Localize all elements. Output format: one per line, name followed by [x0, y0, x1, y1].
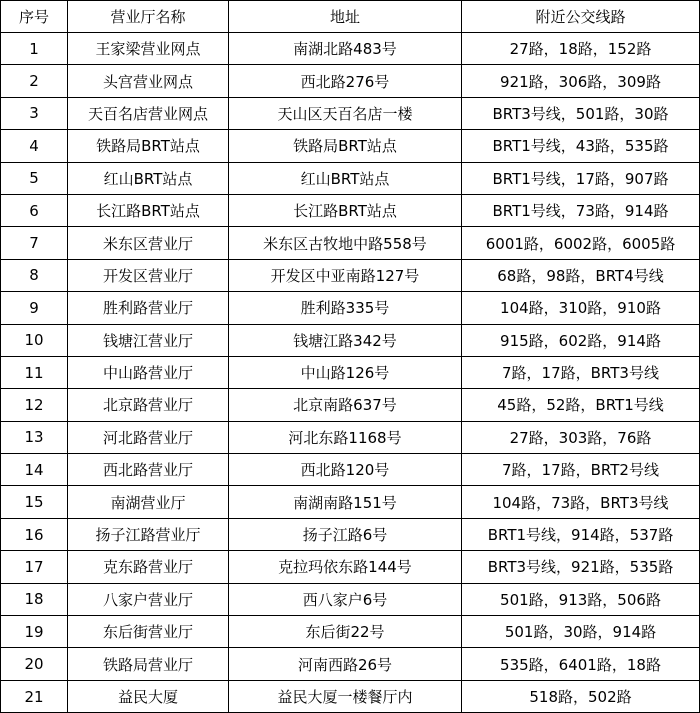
cell-hall-name: 八家户营业厅 — [68, 583, 229, 615]
cell-index: 18 — [1, 583, 68, 615]
cell-bus-lines: BRT1号线，73路，914路 — [462, 194, 700, 226]
cell-index: 6 — [1, 194, 68, 226]
cell-index: 1 — [1, 33, 68, 65]
cell-index: 7 — [1, 227, 68, 259]
cell-bus-lines: 921路，306路，309路 — [462, 65, 700, 97]
table-row — [1, 227, 700, 259]
cell-bus-lines: BRT1号线，914路，537路 — [462, 518, 700, 550]
table-row — [1, 680, 700, 712]
table-row — [1, 518, 700, 550]
cell-bus-lines: 501路，913路，506路 — [462, 583, 700, 615]
cell-index: 13 — [1, 421, 68, 453]
cell-index: 20 — [1, 648, 68, 680]
cell-address: 中山路126号 — [229, 356, 462, 388]
cell-hall-name: 头宫营业网点 — [68, 65, 229, 97]
cell-bus-lines: BRT3号线，501路，30路 — [462, 97, 700, 129]
cell-bus-lines: 6001路，6002路，6005路 — [462, 227, 700, 259]
cell-address: 扬子江路6号 — [229, 518, 462, 550]
cell-bus-lines: 535路，6401路，18路 — [462, 648, 700, 680]
cell-address: 钱塘江路342号 — [229, 324, 462, 356]
cell-index: 12 — [1, 389, 68, 421]
cell-bus-lines: 915路，602路，914路 — [462, 324, 700, 356]
table-row — [1, 551, 700, 583]
table-row — [1, 97, 700, 129]
cell-index: 3 — [1, 97, 68, 129]
cell-bus-lines: 68路，98路，BRT4号线 — [462, 259, 700, 291]
cell-hall-name: 米东区营业厅 — [68, 227, 229, 259]
cell-address: 西北路120号 — [229, 454, 462, 486]
cell-bus-lines: BRT3号线，921路，535路 — [462, 551, 700, 583]
cell-hall-name: 红山BRT站点 — [68, 162, 229, 194]
cell-address: 开发区中亚南路127号 — [229, 259, 462, 291]
cell-address: 南湖南路151号 — [229, 486, 462, 518]
header-bus-lines: 附近公交线路 — [462, 1, 700, 33]
cell-index: 10 — [1, 324, 68, 356]
cell-hall-name: 中山路营业厅 — [68, 356, 229, 388]
header-index: 序号 — [1, 1, 68, 33]
cell-address: 西北路276号 — [229, 65, 462, 97]
table-row — [1, 389, 700, 421]
cell-index: 14 — [1, 454, 68, 486]
cell-address: 克拉玛依东路144号 — [229, 551, 462, 583]
cell-index: 11 — [1, 356, 68, 388]
cell-hall-name: 长江路BRT站点 — [68, 194, 229, 226]
cell-index: 21 — [1, 680, 68, 712]
cell-hall-name: 西北路营业厅 — [68, 454, 229, 486]
cell-index: 15 — [1, 486, 68, 518]
cell-address: 河北东路1168号 — [229, 421, 462, 453]
cell-address: 益民大厦一楼餐厅内 — [229, 680, 462, 712]
table-row — [1, 486, 700, 518]
table-row — [1, 130, 700, 162]
table-row — [1, 583, 700, 615]
cell-address: 胜利路335号 — [229, 292, 462, 324]
cell-bus-lines: 27路，303路，76路 — [462, 421, 700, 453]
cell-hall-name: 东后街营业厅 — [68, 616, 229, 648]
cell-hall-name: 钱塘江营业厅 — [68, 324, 229, 356]
cell-address: 东后街22号 — [229, 616, 462, 648]
cell-address: 西八家户6号 — [229, 583, 462, 615]
cell-address: 铁路局BRT站点 — [229, 130, 462, 162]
cell-hall-name: 北京路营业厅 — [68, 389, 229, 421]
cell-hall-name: 河北路营业厅 — [68, 421, 229, 453]
cell-hall-name: 胜利路营业厅 — [68, 292, 229, 324]
table-body — [1, 33, 700, 713]
cell-index: 4 — [1, 130, 68, 162]
cell-hall-name: 南湖营业厅 — [68, 486, 229, 518]
cell-index: 5 — [1, 162, 68, 194]
cell-address: 南湖北路483号 — [229, 33, 462, 65]
cell-address: 北京南路637号 — [229, 389, 462, 421]
table-row — [1, 421, 700, 453]
table-row — [1, 454, 700, 486]
cell-address: 长江路BRT站点 — [229, 194, 462, 226]
cell-index: 8 — [1, 259, 68, 291]
table-row — [1, 648, 700, 680]
cell-index: 9 — [1, 292, 68, 324]
cell-hall-name: 天百名店营业网点 — [68, 97, 229, 129]
cell-bus-lines: 27路，18路，152路 — [462, 33, 700, 65]
cell-hall-name: 克东路营业厅 — [68, 551, 229, 583]
cell-hall-name: 铁路局营业厅 — [68, 648, 229, 680]
table-row — [1, 616, 700, 648]
cell-hall-name: 铁路局BRT站点 — [68, 130, 229, 162]
cell-address: 米东区古牧地中路558号 — [229, 227, 462, 259]
cell-index: 17 — [1, 551, 68, 583]
cell-bus-lines: 104路，310路，910路 — [462, 292, 700, 324]
cell-bus-lines: 104路，73路，BRT3号线 — [462, 486, 700, 518]
cell-bus-lines: BRT1号线，17路，907路 — [462, 162, 700, 194]
cell-index: 2 — [1, 65, 68, 97]
cell-hall-name: 扬子江路营业厅 — [68, 518, 229, 550]
cell-bus-lines: 501路，30路，914路 — [462, 616, 700, 648]
cell-index: 19 — [1, 616, 68, 648]
header-address: 地址 — [229, 1, 462, 33]
table-row — [1, 194, 700, 226]
table-row — [1, 162, 700, 194]
table-row — [1, 259, 700, 291]
cell-index: 16 — [1, 518, 68, 550]
cell-hall-name: 益民大厦 — [68, 680, 229, 712]
header-hall-name: 营业厅名称 — [68, 1, 229, 33]
table-row — [1, 33, 700, 65]
cell-hall-name: 王家梁营业网点 — [68, 33, 229, 65]
cell-bus-lines: BRT1号线，43路，535路 — [462, 130, 700, 162]
table-row — [1, 65, 700, 97]
cell-bus-lines: 45路，52路，BRT1号线 — [462, 389, 700, 421]
cell-bus-lines: 7路，17路，BRT2号线 — [462, 454, 700, 486]
table-row — [1, 356, 700, 388]
table-header-row — [1, 1, 700, 33]
table-row — [1, 292, 700, 324]
cell-bus-lines: 7路，17路，BRT3号线 — [462, 356, 700, 388]
cell-hall-name: 开发区营业厅 — [68, 259, 229, 291]
table-row — [1, 324, 700, 356]
cell-address: 红山BRT站点 — [229, 162, 462, 194]
cell-bus-lines: 518路，502路 — [462, 680, 700, 712]
cell-address: 天山区天百名店一楼 — [229, 97, 462, 129]
cell-address: 河南西路26号 — [229, 648, 462, 680]
